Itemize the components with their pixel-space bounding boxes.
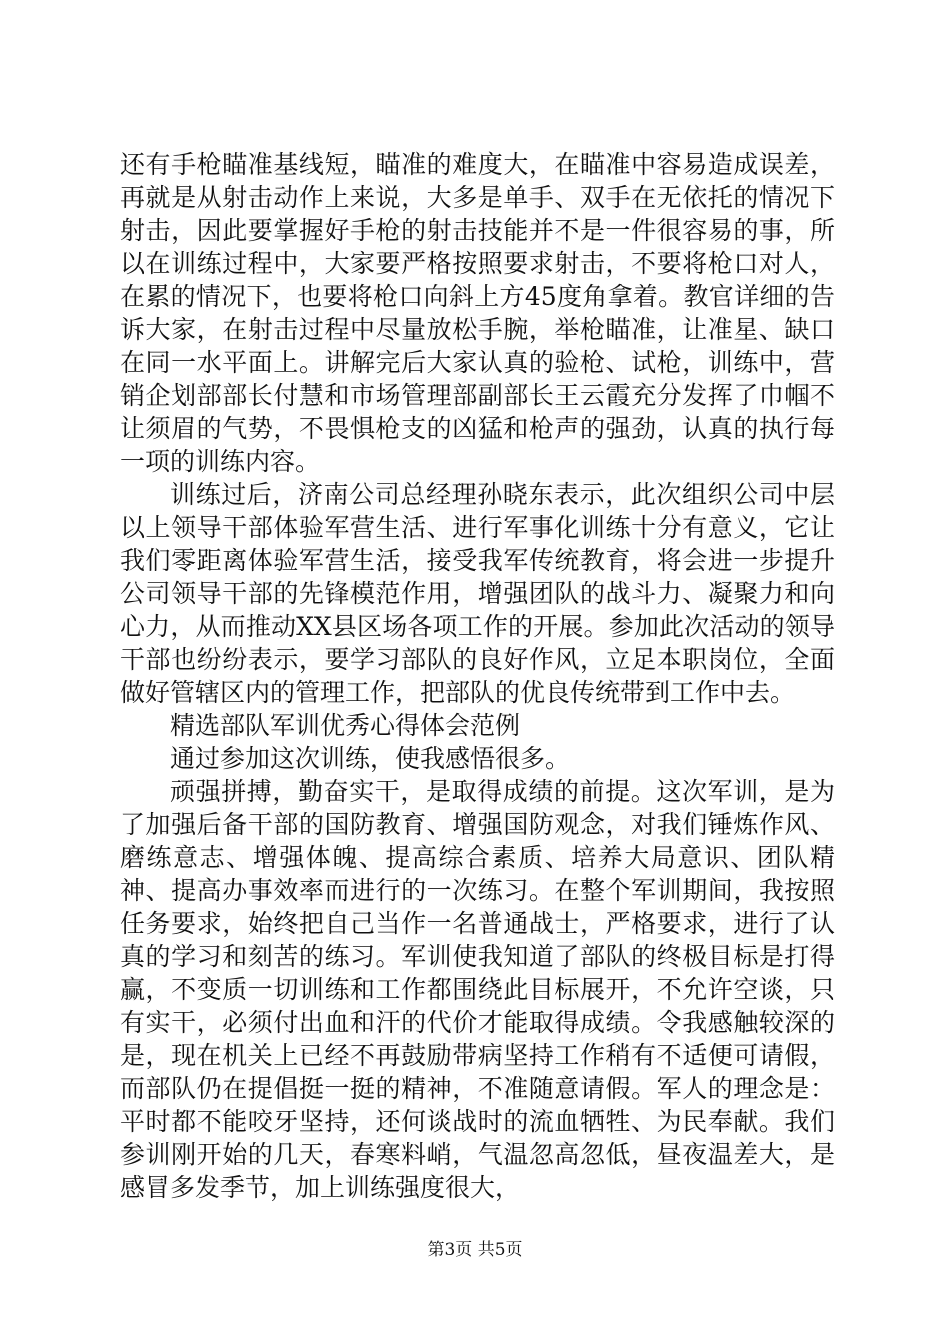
- section-heading: 精选部队军训优秀心得体会范例: [170, 711, 521, 740]
- paragraph-manager-statement: 训练过后，济南公司总经理孙晓东表示，此次组织公司中层以上领导干部体验军营生活、进行军事化训练十分有意义，它让我们零距离体验军营生活，接受我军传统教育，将会进一步提升公司领导干部的先锋模范作用，增强团队的战斗力、凝聚力和向心力，从而推动XX县区场各项工作的开展。参加此次活动的领导干部也纷纷表示，要学习部队的良好作风，立足本职岗位，全面做好管辖区内的管理工作，把部队的优良传统带到工作中去。: [120, 480, 835, 707]
- paragraph-reflection: 顽强拼搏，勤奋实干，是取得成绩的前提。这次军训，是为了加强后备干部的国防教育、增强国防观念，对我们锤炼作风、磨练意志、增强体魄、提高综合素质、培养大局意识、团队精神、提高办事效率而进行的一次练习。在整个军训期间，我按照任务要求，始终把自己当作一名普通战士，严格要求，进行了认真的学习和刻苦的练习。军训使我知道了部队的终极目标是打得赢，不变质一切训练和工作都围绕此目标展开，不允许空谈，只有实干，必须付出血和汗的代价才能取得成绩。令我感触较深的是，现在机关上已经不再鼓励带病坚持工作稍有不适便可请假，而部队仍在提倡挺一挺的精神，不准随意请假。军人的理念是：平时都不能咬牙坚持，还何谈战时的流血牺牲、为民奉献。我们参训刚开始的几天，春寒料峭，气温忽高忽低，昼夜温差大，是感冒多发季节，加上训练强度很大，: [120, 777, 835, 1202]
- page-number-footer: 第3页 共5页: [427, 1240, 523, 1260]
- paragraph-shooting-training: 还有手枪瞄准基线短，瞄准的难度大，在瞄准中容易造成误差，再就是从射击动作上来说，大多是单手、双手在无依托的情况下射击，因此要掌握好手枪的射击技能并不是一件很容易的事，所以在训练过程中，大家要严格按照要求射击，不要将枪口对人，在累的情况下，也要将枪口向斜上方45度角拿着。教官详细的告诉大家，在射击过程中尽量放松手腕，举枪瞄准，让准星、缺口在同一水平面上。讲解完后大家认真的验枪、试枪，训练中，营销企划部部长付慧和市场管理部副部长王云霞充分发挥了巾帼不让须眉的气势，不畏惧枪支的凶猛和枪声的强劲，认真的执行每一项的训练内容。: [120, 150, 835, 476]
- paragraph-intro: 通过参加这次训练，使我感悟很多。: [170, 744, 571, 773]
- document-body: [120, 148, 835, 1204]
